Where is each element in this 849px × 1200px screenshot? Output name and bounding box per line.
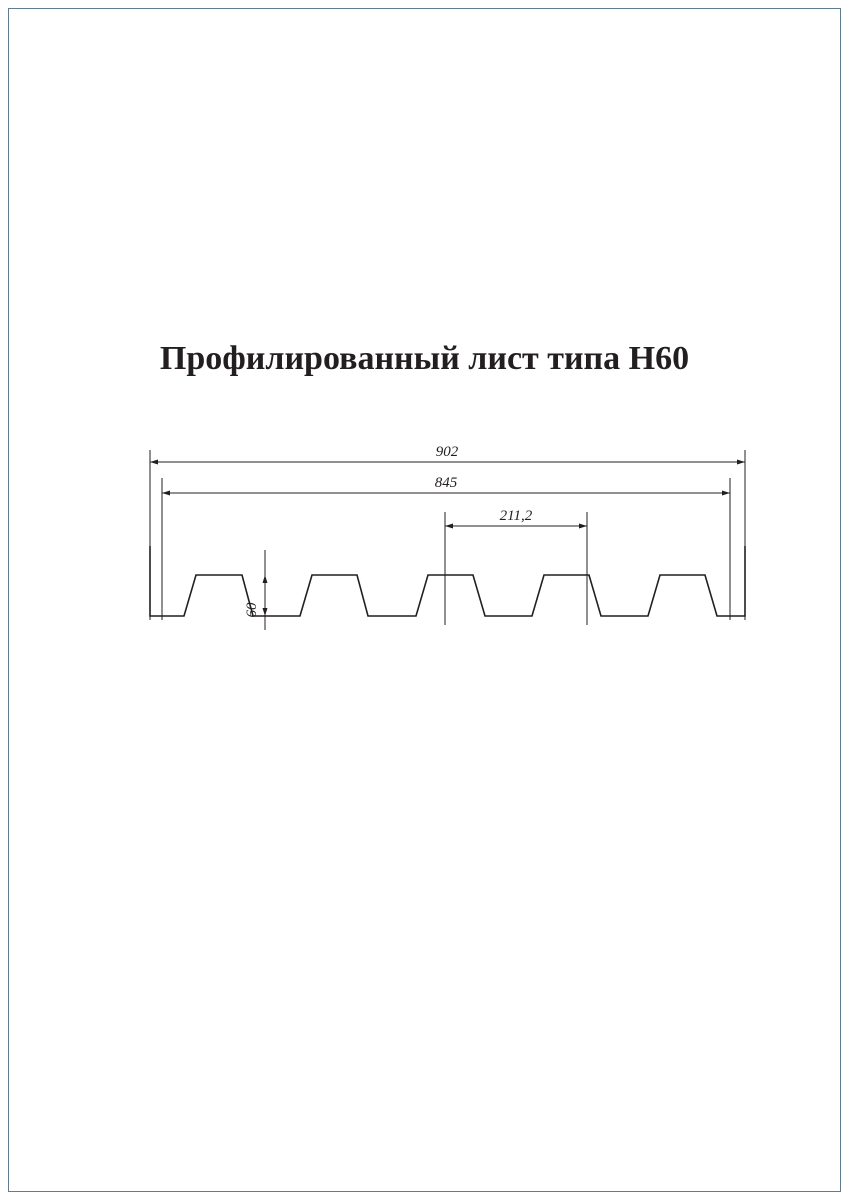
page-title: Профилированный лист типа Н60 bbox=[159, 340, 690, 377]
dimension-useful-width bbox=[162, 475, 730, 496]
dimension-label-useful-width: 845 bbox=[434, 475, 458, 491]
dimension-overall-width bbox=[150, 444, 745, 465]
dimension-label-profile-height: 60 bbox=[244, 602, 260, 618]
dimension-label-rib-pitch: 211,2 bbox=[499, 508, 533, 524]
profile-outline bbox=[150, 546, 745, 616]
dimension-label-overall-width: 902 bbox=[435, 444, 459, 460]
dimension-profile-height bbox=[244, 550, 268, 630]
dimension-rib-pitch bbox=[445, 508, 587, 529]
profile-drawing bbox=[100, 430, 780, 690]
